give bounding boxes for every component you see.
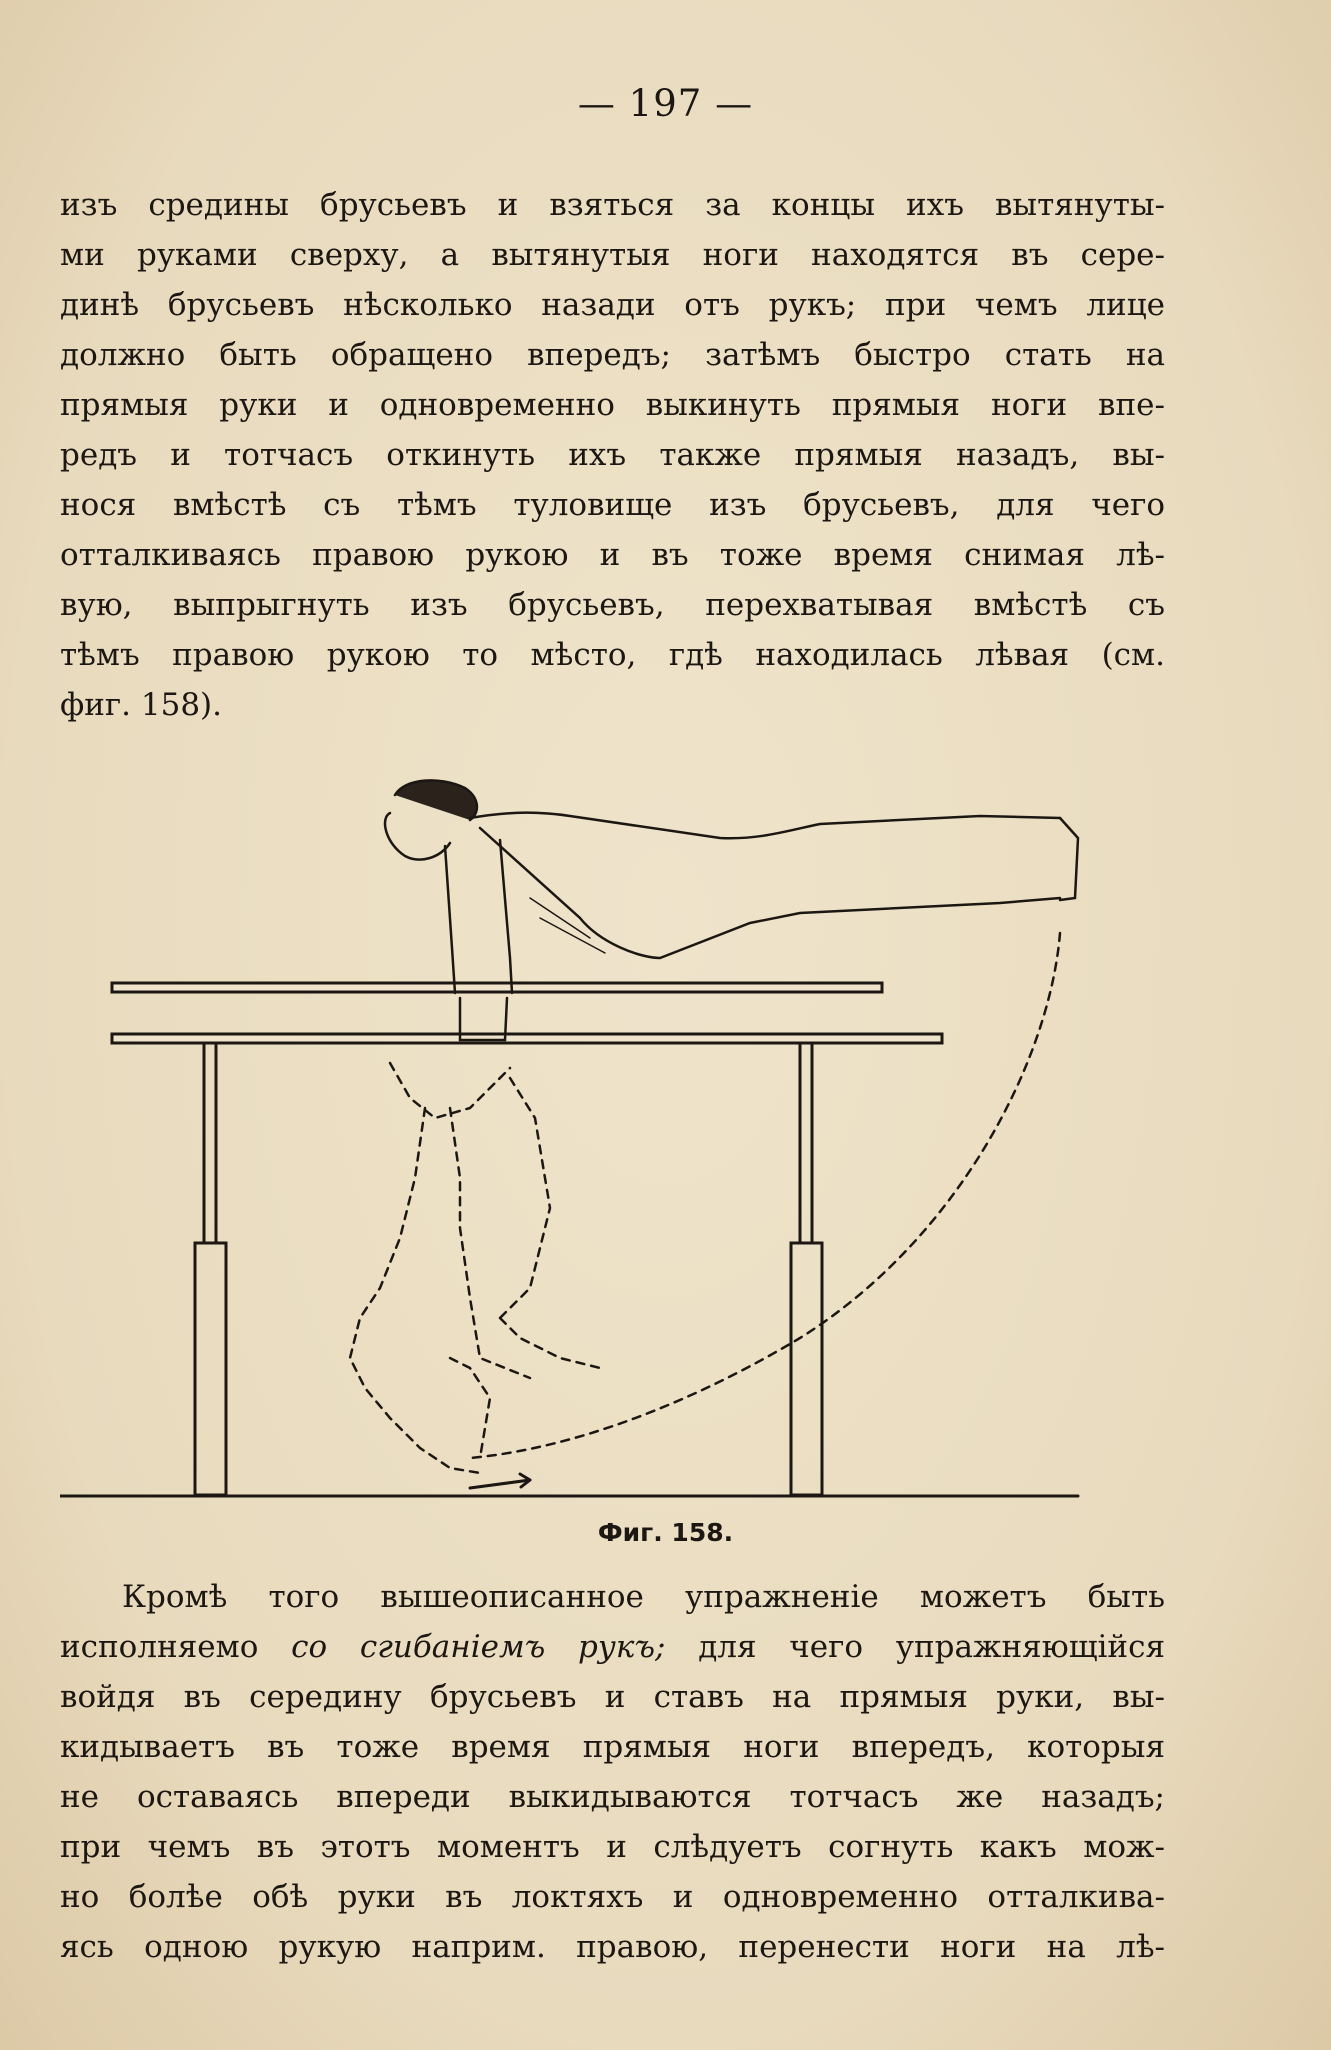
text-line: динѣ брусьевъ нѣсколько назади отъ рукъ; при чемъ лице [60, 287, 1165, 323]
left-post-base [195, 1243, 226, 1495]
text-line: при чемъ въ этотъ моментъ и слѣдуетъ согнуть какъ мож- [60, 1829, 1165, 1865]
text-line: но болѣе обѣ руки въ локтяхъ и одновременно отталкива- [60, 1879, 1165, 1915]
gymnast-figure [385, 780, 1078, 1040]
figure-caption: Фиг. 158. [597, 1518, 734, 1547]
text-segment: исполняемо [60, 1629, 259, 1665]
text-line: Кромѣ того вышеописанное упражненіе можетъ быть [122, 1579, 1165, 1615]
text-segment: для чего упражняющійся [698, 1629, 1166, 1665]
italic-phrase: со сгибаніемъ рукъ; [291, 1629, 666, 1665]
text-line: нося вмѣстѣ съ тѣмъ туловище изъ брусьевъ, для чего [60, 487, 1165, 523]
text-line: фиг. 158). [60, 687, 222, 723]
text-line: войдя въ середину брусьевъ и ставъ на прямыя руки, вы- [60, 1679, 1165, 1715]
text-line: изъ средины брусьевъ и взяться за концы ихъ вытянуты- [60, 187, 1165, 223]
text-line: редъ и тотчасъ откинуть ихъ также прямыя назадъ, вы- [60, 437, 1165, 473]
text-line-with-italic [60, 1622, 1165, 1672]
right-post-base [791, 1243, 822, 1495]
paragraph-2 [60, 1572, 1165, 1972]
motion-trajectory [350, 933, 1060, 1473]
lower-bar [112, 1034, 942, 1043]
figure-158-illustration [60, 758, 1080, 1508]
text-line: тѣмъ правою рукою то мѣсто, гдѣ находилась лѣвая (см. [60, 637, 1165, 673]
text-line: отталкиваясь правою рукою и въ тоже время снимая лѣ- [60, 537, 1165, 573]
parallel-bars-illustration [60, 758, 1080, 1508]
text-line: не оставаясь впереди выкидываются тотчасъ же назадъ; [60, 1779, 1165, 1815]
paragraph-1 [60, 180, 1165, 730]
text-line: кидываетъ въ тоже время прямыя ноги впередъ, которыя [60, 1729, 1165, 1765]
upper-bar [112, 983, 882, 992]
text-line: ми руками сверху, а вытянутыя ноги находятся въ сере- [60, 237, 1165, 273]
text-line: ясь одною рукую наприм. правою, перенести ноги на лѣ- [60, 1929, 1165, 1965]
text-line: должно быть обращено впередъ; затѣмъ быстро стать на [60, 337, 1165, 373]
text-line: вую, выпрыгнуть изъ брусьевъ, перехватывая вмѣстѣ съ [60, 587, 1165, 623]
page-number: — 197 — [577, 82, 754, 125]
text-line: прямыя руки и одновременно выкинуть прямыя ноги впе- [60, 387, 1165, 423]
